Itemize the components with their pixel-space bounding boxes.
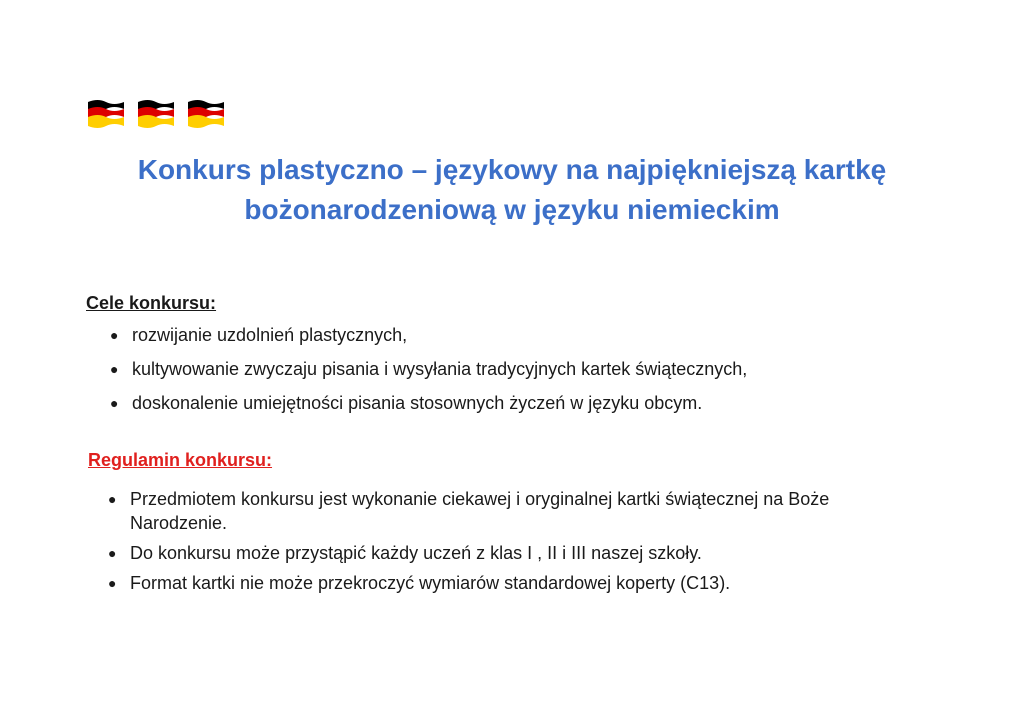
rules-list — [108, 487, 928, 601]
list-item — [108, 571, 928, 595]
list-item-text: rozwijanie uzdolnień plastycznych, — [132, 325, 408, 345]
german-flags — [86, 98, 226, 130]
list-item-text: Do konkursu może przystąpić każdy uczeń z klas I , II i III naszej szkoły. — [130, 543, 702, 563]
list-item-text: doskonalenie umiejętności pisania stosownych życzeń w języku obcym. — [132, 393, 703, 413]
german-flag-icon — [186, 98, 226, 130]
bullet-icon: ● — [108, 575, 117, 591]
list-item — [110, 357, 910, 381]
title-line-2: bożonarodzeniową w języku niemieckim — [244, 194, 780, 225]
list-item-text: kultywowanie zwyczaju pisania i wysyłania tradycyjnych kartek świątecznych, — [132, 359, 748, 379]
bullet-icon: ● — [110, 327, 119, 343]
bullet-icon: ● — [110, 395, 119, 411]
bullet-icon: ● — [108, 545, 117, 561]
list-item — [110, 323, 910, 347]
goals-heading: Cele konkursu: — [86, 293, 217, 313]
list-item — [108, 541, 928, 565]
bullet-icon: ● — [110, 361, 119, 377]
bullet-icon: ● — [108, 491, 117, 507]
list-item — [110, 391, 910, 415]
list-item-text: Format kartki nie może przekroczyć wymiarów standardowej koperty (C13). — [130, 573, 731, 593]
document-title — [60, 150, 964, 230]
list-item — [108, 487, 928, 535]
german-flag-icon — [86, 98, 126, 130]
title-line-1: Konkurs plastyczno – językowy na najpiękniejszą kartkę — [137, 154, 887, 185]
list-item-text: Przedmiotem konkursu jest wykonanie ciekawej i oryginalnej kartki świątecznej na Boże Narodzenie. — [130, 489, 830, 533]
rules-heading: Regulamin konkursu: — [88, 450, 273, 470]
german-flag-icon — [136, 98, 176, 130]
goals-list — [110, 323, 910, 425]
